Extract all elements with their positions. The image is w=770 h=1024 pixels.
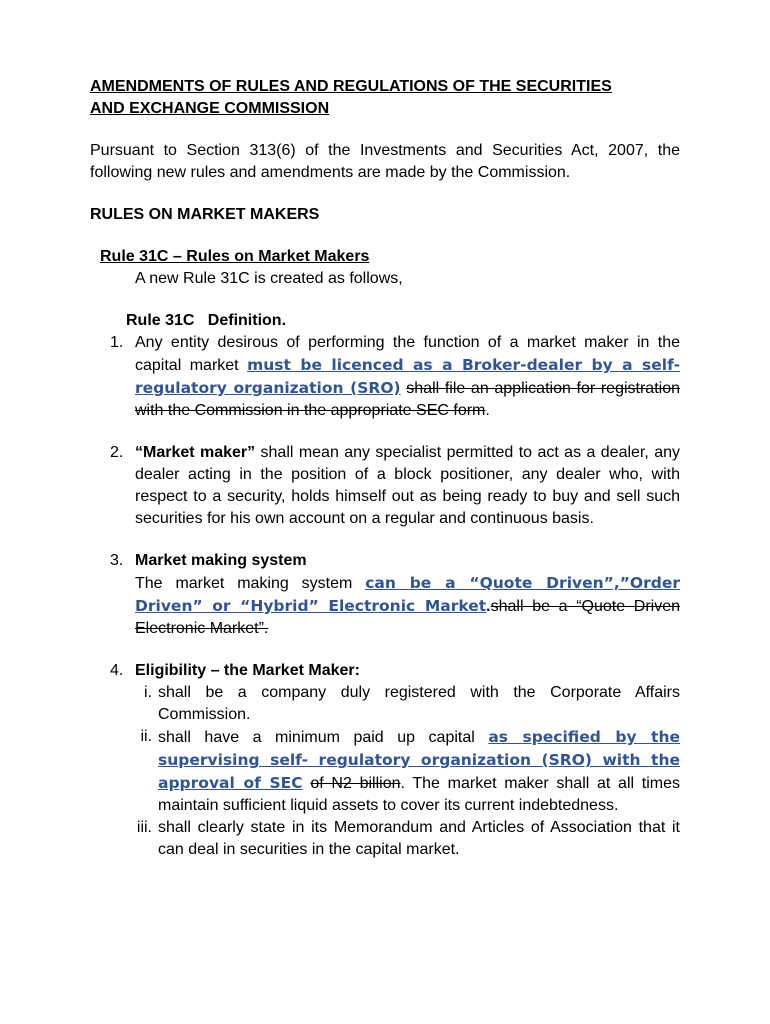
item-3-text: The market making system <box>135 575 366 592</box>
sub-item-text: shall have a minimum paid up capital <box>158 729 489 746</box>
rules-list <box>90 332 680 861</box>
inserted-text: must be licenced as a Broker-dealer by a self-regulatory organization (SRO) <box>135 356 680 397</box>
item-3-heading: Market making system <box>135 552 307 569</box>
deleted-text: shall be a “Quote Driven Electronic Market”. <box>135 598 680 637</box>
sub-item-text: shall be a company duly registered with the Corporate Affairs Commission. <box>158 684 680 723</box>
inserted-text: as specified by the supervising self- regulatory organization (SRO) with the approval of SEC <box>158 728 680 792</box>
sub-item-number: i. <box>144 684 152 701</box>
rule-heading: Rule 31C – Rules on Market Makers <box>100 248 370 265</box>
item-2-term: “Market maker” <box>135 444 256 461</box>
list-item-1 <box>90 332 680 422</box>
list-item-4 <box>90 660 680 861</box>
item-number: 3. <box>110 552 124 569</box>
title-line-1: AMENDMENTS OF RULES AND REGULATIONS OF THE SECURITIES <box>90 78 612 95</box>
eligibility-list <box>135 682 680 861</box>
sub-item-number: ii. <box>140 728 152 745</box>
sub-item-i <box>135 682 680 726</box>
title-line-2: AND EXCHANGE COMMISSION <box>90 100 330 117</box>
sub-item-text-end: . The market maker shall at all times maintain sufficient liquid assets to cover its current indebtedness. <box>158 775 680 814</box>
rule-subtext: A new Rule 31C is created as follows, <box>135 270 403 287</box>
intro-paragraph: Pursuant to Section 313(6) of the Investments and Securities Act, 2007, the following new rules and amendments are made by the Commission. <box>90 142 680 181</box>
sub-item-ii <box>135 726 680 817</box>
list-item-2 <box>90 442 680 530</box>
item-number: 2. <box>110 444 124 461</box>
item-number: 1. <box>110 334 124 351</box>
item-2-text: shall mean any specialist permitted to act as a dealer, any dealer acting in the position of a block positioner, any dealer who, with respect to a security, holds himself out as being ready to buy and sell such securities for his own account on a regular and continuous basis. <box>135 444 680 527</box>
section-heading: RULES ON MARKET MAKERS <box>90 206 320 223</box>
inserted-text: can be a “Quote Driven”,”Order Driven” or “Hybrid” Electronic Market <box>135 574 680 615</box>
document-title <box>90 76 680 120</box>
item-number: 4. <box>110 662 124 679</box>
item-1-text: Any entity desirous of performing the function of a market maker in the capital market <box>135 334 680 374</box>
sub-item-number: iii. <box>136 819 152 836</box>
item-3-dot: . <box>486 598 491 615</box>
item-4-heading: Eligibility – the Market Maker: <box>135 662 360 679</box>
list-item-3 <box>90 550 680 640</box>
definition-heading: Rule 31C Definition. <box>126 312 287 329</box>
document-page <box>90 76 680 861</box>
item-1-end: . <box>485 402 490 419</box>
sub-item-iii <box>135 817 680 861</box>
deleted-text: of N2 billion <box>310 775 401 792</box>
deleted-text: shall file an application for registration with the Commission in the appropriate SEC form <box>135 380 681 419</box>
sub-item-text: shall clearly state in its Memorandum and Articles of Association that it can deal in securities in the capital market. <box>158 819 680 858</box>
